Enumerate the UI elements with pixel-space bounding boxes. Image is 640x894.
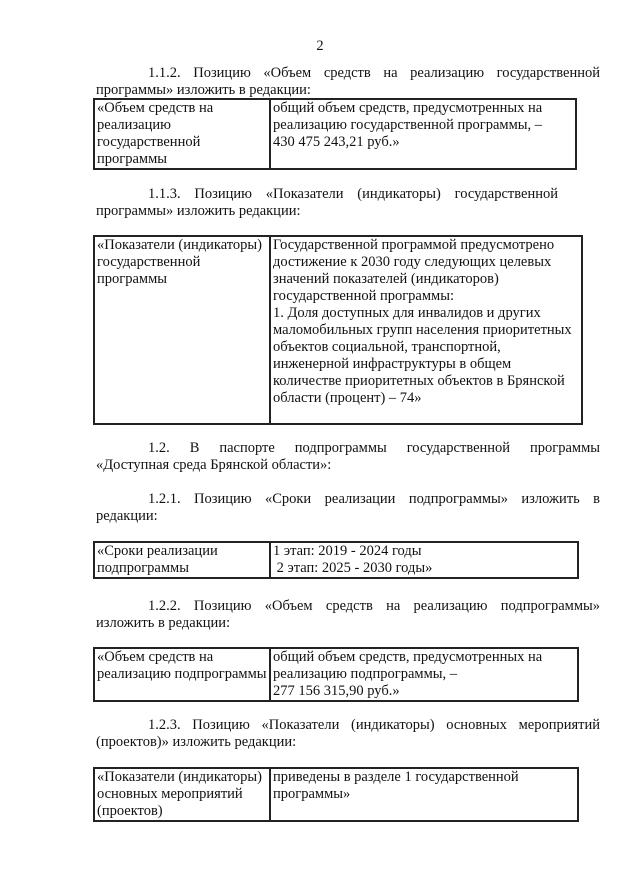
cell-line: общий объем средств, предусмотренных на xyxy=(273,100,543,116)
paragraph-lead: 1.2. В паспорте подпрограммы государственной программы xyxy=(148,440,600,456)
cell-line: реализацию подпрограммы, – xyxy=(273,666,458,682)
cell-line: программы xyxy=(97,271,167,287)
paragraph-continuation: «Доступная среда Брянской области»: xyxy=(96,457,332,473)
cell-line: программы xyxy=(97,151,167,167)
cell-line: приведены в разделе 1 государственной xyxy=(273,769,519,785)
cell-line: реализацию государственной программы, – xyxy=(273,117,543,133)
paragraph-lead: 1.2.2. Позицию «Объем средств на реализацию подпрограммы» xyxy=(148,598,600,614)
paragraph-1-1-3 xyxy=(96,186,600,220)
cell-line: 430 475 243,21 руб.» xyxy=(273,134,400,150)
table-cell-left xyxy=(94,648,270,701)
cell-line: реализацию подпрограммы xyxy=(97,666,267,682)
cell-line: маломобильных групп населения приоритетных xyxy=(273,322,572,338)
cell-line: Государственной программой предусмотрено xyxy=(273,237,555,253)
cell-line: 1. Доля доступных для инвалидов и других xyxy=(273,305,541,321)
cell-line: основных мероприятий xyxy=(97,786,243,802)
cell-line: государственной xyxy=(97,254,201,270)
paragraph-continuation: программы» изложить редакции: xyxy=(96,203,301,219)
paragraph-continuation: редакции: xyxy=(96,508,158,524)
cell-line: подпрограммы xyxy=(97,560,189,576)
table-cell-right xyxy=(270,99,576,169)
table-1-1-3 xyxy=(93,235,583,425)
cell-line: «Объем средств на xyxy=(97,649,214,665)
cell-line: программы» xyxy=(273,786,351,802)
cell-line: инженерной инфраструктуры в общем xyxy=(273,356,512,372)
table-cell-right xyxy=(270,648,578,701)
table-cell-right xyxy=(270,768,578,821)
paragraph-lead: 1.2.1. Позицию «Сроки реализации подпрограммы» изложить в xyxy=(148,491,600,507)
table-cell-left xyxy=(94,542,270,578)
paragraph-lead: 1.2.3. Позицию «Показатели (индикаторы) основных мероприятий xyxy=(148,717,600,733)
table-cell-right xyxy=(270,236,582,424)
cell-line: (проектов) xyxy=(97,803,163,819)
cell-line: значений показателей (индикаторов) xyxy=(273,271,499,287)
paragraph-1-2-2 xyxy=(96,598,600,632)
cell-line: государственной xyxy=(97,134,201,150)
paragraph-lead: 1.1.3. Позицию «Показатели (индикаторы) государственной xyxy=(148,186,558,202)
table-1-2-2 xyxy=(93,647,579,702)
cell-line: 1 этап: 2019 - 2024 годы xyxy=(273,543,422,559)
cell-line: 277 156 315,90 руб.» xyxy=(273,683,400,699)
cell-line: «Сроки реализации xyxy=(97,543,218,559)
cell-line: «Объем средств на xyxy=(97,100,214,116)
table-cell-left xyxy=(94,99,270,169)
table-1-2-3 xyxy=(93,767,579,822)
cell-line: количестве приоритетных объектов в Брянской xyxy=(273,373,565,389)
table-cell-right xyxy=(270,542,578,578)
paragraph-lead: 1.1.2. Позицию «Объем средств на реализацию государственной xyxy=(148,65,600,81)
cell-line: объектов социальной, транспортной, xyxy=(273,339,501,355)
paragraph-1-2 xyxy=(96,440,600,474)
cell-line: «Показатели (индикаторы) xyxy=(97,237,263,253)
table-cell-left xyxy=(94,768,270,821)
cell-line: 2 этап: 2025 - 2030 годы» xyxy=(273,560,433,576)
paragraph-continuation: (проектов)» изложить редакции: xyxy=(96,734,297,750)
cell-line: «Показатели (индикаторы) xyxy=(97,769,263,785)
paragraph-1-2-1 xyxy=(96,491,600,525)
table-cell-left xyxy=(94,236,270,424)
cell-line: государственной программы: xyxy=(273,288,454,304)
cell-line: общий объем средств, предусмотренных на xyxy=(273,649,543,665)
cell-line: области (процент) – 74» xyxy=(273,390,422,406)
paragraph-1-1-2 xyxy=(96,65,600,99)
paragraph-1-2-3 xyxy=(96,717,600,751)
table-1-2-1 xyxy=(93,541,579,579)
page-number: 2 xyxy=(316,38,324,54)
cell-line: достижение к 2030 году следующих целевых xyxy=(273,254,552,270)
cell-line: реализацию xyxy=(97,117,171,133)
table-1-1-2 xyxy=(93,98,577,170)
paragraph-continuation: программы» изложить в редакции: xyxy=(96,82,311,98)
paragraph-continuation: изложить в редакции: xyxy=(96,615,231,631)
